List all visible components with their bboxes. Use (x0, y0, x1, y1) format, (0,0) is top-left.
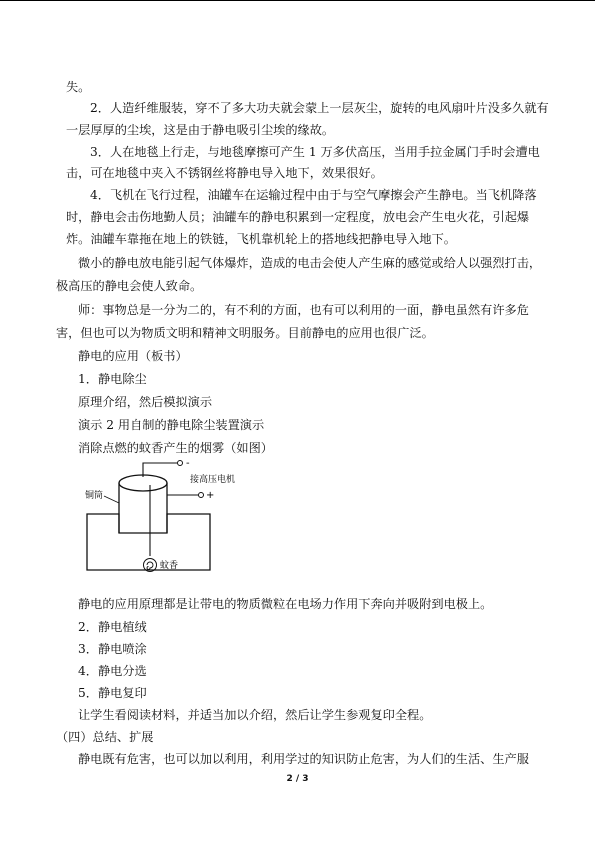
list-item: 3．静电喷涂 (78, 642, 147, 656)
tube-leader (104, 496, 119, 503)
text-line: 原理介绍，然后模拟演示 (78, 395, 213, 409)
terminal-plus-label: + (206, 490, 215, 501)
text-line: 3．人在地毯上行走，与地毯摩擦可产生 1 万多伏高压，当用手拉金属门手时会遭电 (90, 145, 540, 159)
section-heading: 静电的应用（板书） (78, 349, 188, 363)
dust-removal-diagram (82, 455, 262, 580)
text-line: 让学生看阅读材料，并适当加以介绍，然后让学生参观复印全程。 (78, 708, 432, 722)
terminal-minus-label: - (186, 458, 190, 469)
text-line: 师：事物总是一分为二的，有不利的方面，也有可以利用的一面，静电虽然有许多危 (78, 303, 529, 317)
page-top-border (0, 0, 595, 1)
mosquito-coil-spiral (147, 562, 153, 570)
text-line: 害，但也可以为物质文明和精神文明服务。目前静电的应用也很广泛。 (56, 326, 434, 340)
text-line: 时，静电会击伤地勤人员；油罐车的静电积累到一定程度，放电会产生电火花，引起爆 (66, 210, 530, 224)
list-item: 1．静电除尘 (78, 372, 147, 386)
text-line: 2．人造纤维服装，穿不了多大功夫就会蒙上一层灰尘，旋转的电风扇叶片没多久就有 (90, 101, 549, 115)
list-item: 2．静电植绒 (78, 620, 147, 634)
section-heading: （四）总结、扩展 (56, 730, 154, 744)
list-item: 5．静电复印 (78, 686, 147, 700)
mosquito-coil-label: 蚊香 (160, 561, 179, 571)
page-number: 2 / 3 (286, 774, 309, 784)
text-line: 炸。油罐车靠拖在地上的铁链，飞机靠机轮上的搭地线把静电导入地下。 (66, 232, 456, 246)
text-line: 演示 2 用自制的静电除尘装置演示 (78, 418, 265, 432)
base-box (87, 514, 210, 570)
terminal-minus (178, 461, 183, 466)
text-line: 一层厚厚的尘埃，这是由于静电吸引尘埃的缘故。 (66, 123, 335, 137)
tube-label: 铜筒 (85, 491, 104, 501)
text-line: 静电的应用原理都是让带电的物质微粒在电场力作用下奔向并吸附到电极上。 (78, 597, 493, 611)
text-line: 消除点燃的蚊香产生的烟雾（如图） (78, 441, 273, 455)
text-line: 击，可在地毯中夹入不锈钢丝将静电导入地下，效果很好。 (66, 166, 383, 180)
text-line: 极高压的静电会使人致命。 (56, 279, 203, 293)
text-line: 4．飞机在飞行过程，油罐车在运输过程中由于与空气摩擦会产生静电。当飞机降落 (90, 188, 537, 202)
motor-label: 接高压电机 (190, 475, 236, 485)
tube-top-ellipse (119, 475, 167, 491)
text-line: 失。 (66, 80, 91, 94)
terminal-plus (199, 493, 204, 498)
list-item: 4．静电分选 (78, 664, 147, 678)
text-line: 微小的静电放电能引起气体爆炸，造成的电击会使人产生麻的感觉或给人以强烈打击， (78, 256, 542, 270)
text-line: 静电既有危害，也可以加以利用，利用学过的知识防止危害，为人们的生活、生产服 (78, 752, 529, 766)
